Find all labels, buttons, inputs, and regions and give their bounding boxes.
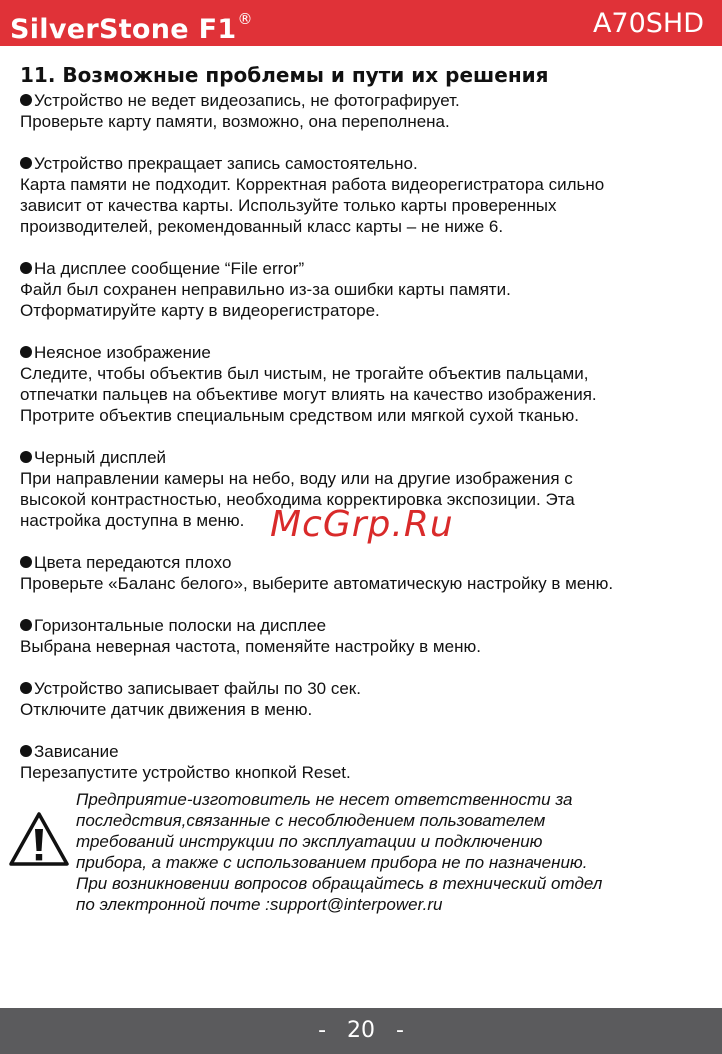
problem-heading xyxy=(20,342,714,363)
problem-heading xyxy=(20,678,714,699)
bullet-icon xyxy=(20,451,32,463)
page-header xyxy=(0,0,722,46)
bullet-icon xyxy=(20,619,32,631)
solution-line: Протрите объектив специальным средством или мягкой сухой тканью. xyxy=(20,406,580,425)
warning-notice xyxy=(8,789,714,919)
problem-heading xyxy=(20,258,714,279)
section-title: 11. Возможные проблемы и пути их решения xyxy=(20,63,549,87)
bullet-icon xyxy=(20,262,32,274)
solution-line: Файл был сохранен неправильно из-за ошибки карты памяти. xyxy=(20,280,511,299)
brand-name: SilverStone F1 xyxy=(10,14,237,45)
solution-line: зависит от качества карты. Используйте только карты проверенных xyxy=(20,196,557,215)
page-footer xyxy=(0,1008,722,1054)
page-number: - 20 - xyxy=(318,1018,404,1043)
problem-text: Неясное изображение xyxy=(34,343,211,362)
problem-list xyxy=(20,90,714,783)
solution-text xyxy=(20,111,714,132)
problem-item xyxy=(20,258,714,321)
solution-line: Следите, чтобы объектив был чистым, не трогайте объектив пальцами, xyxy=(20,364,589,383)
solution-line: Проверьте карту памяти, возможно, она переполнена. xyxy=(20,112,450,131)
solution-text xyxy=(20,762,714,783)
problem-heading xyxy=(20,90,714,111)
watermark: McGrp.Ru xyxy=(270,504,454,545)
problem-item xyxy=(20,552,714,594)
problem-item xyxy=(20,741,714,783)
warning-line: При возникновении вопросов обращайтесь в технический отдел xyxy=(76,874,603,893)
solution-text xyxy=(20,174,714,237)
troubleshooting-section xyxy=(20,61,714,804)
warning-line: требований инструкции по эксплуатации и подключению xyxy=(76,832,543,851)
problem-text: На дисплее сообщение “File error” xyxy=(34,259,305,278)
warning-line: Предприятие-изготовитель не несет ответственности за xyxy=(76,790,573,809)
problem-text: Устройство записывает файлы по 30 сек. xyxy=(34,679,361,698)
solution-line: производителей, рекомендованный класс карты – не ниже 6. xyxy=(20,217,504,236)
solution-line: При направлении камеры на небо, воду или на другие изображения с xyxy=(20,469,573,488)
warning-line: по электронной почте :support@interpower.ru xyxy=(76,895,443,914)
problem-item xyxy=(20,678,714,720)
problem-text: Цвета передаются плохо xyxy=(34,553,232,572)
solution-line: Карта памяти не подходит. Корректная работа видеорегистратора сильно xyxy=(20,175,605,194)
warning-text xyxy=(76,789,712,915)
bullet-icon xyxy=(20,745,32,757)
warning-line: прибора, а также с использованием прибора не по назначению. xyxy=(76,853,588,872)
model-name: A70SHD xyxy=(592,8,704,39)
solution-text xyxy=(20,363,714,426)
solution-line: настройка доступна в меню. xyxy=(20,511,245,530)
warning-line: последствия,связанные с несоблюдением пользователем xyxy=(76,811,546,830)
solution-text xyxy=(20,573,714,594)
brand-logo xyxy=(10,6,253,47)
problem-item xyxy=(20,342,714,426)
problem-item xyxy=(20,615,714,657)
solution-line: отпечатки пальцев на объективе могут влиять на качество изображения. xyxy=(20,385,597,404)
problem-text: Горизонтальные полоски на дисплее xyxy=(34,616,327,635)
solution-text xyxy=(20,699,714,720)
solution-text xyxy=(20,636,714,657)
bullet-icon xyxy=(20,346,32,358)
solution-line: Отключите датчик движения в меню. xyxy=(20,700,313,719)
problem-item xyxy=(20,90,714,132)
problem-text: Устройство прекращает запись самостоятельно. xyxy=(34,154,418,173)
bullet-icon xyxy=(20,682,32,694)
problem-heading xyxy=(20,153,714,174)
solution-line: Перезапустите устройство кнопкой Reset. xyxy=(20,763,351,782)
solution-text xyxy=(20,279,714,321)
registered-mark: ® xyxy=(237,10,253,28)
problem-text: Черный дисплей xyxy=(34,448,167,467)
problem-heading xyxy=(20,447,714,468)
problem-heading xyxy=(20,552,714,573)
bullet-icon xyxy=(20,556,32,568)
problem-heading xyxy=(20,615,714,636)
problem-item xyxy=(20,153,714,237)
bullet-icon xyxy=(20,157,32,169)
solution-line: Выбрана неверная частота, поменяйте настройку в меню. xyxy=(20,637,481,656)
problem-text: Устройство не ведет видеозапись, не фотографирует. xyxy=(34,91,460,110)
warning-triangle-icon xyxy=(8,811,70,867)
solution-line: Проверьте «Баланс белого», выберите автоматическую настройку в меню. xyxy=(20,574,614,593)
problem-text: Зависание xyxy=(34,742,119,761)
problem-heading xyxy=(20,741,714,762)
solution-line: Отформатируйте карту в видеорегистраторе. xyxy=(20,301,380,320)
bullet-icon xyxy=(20,94,32,106)
solution-line: высокой контрастностью, необходима корректировка экспозиции. Эта xyxy=(20,490,575,509)
